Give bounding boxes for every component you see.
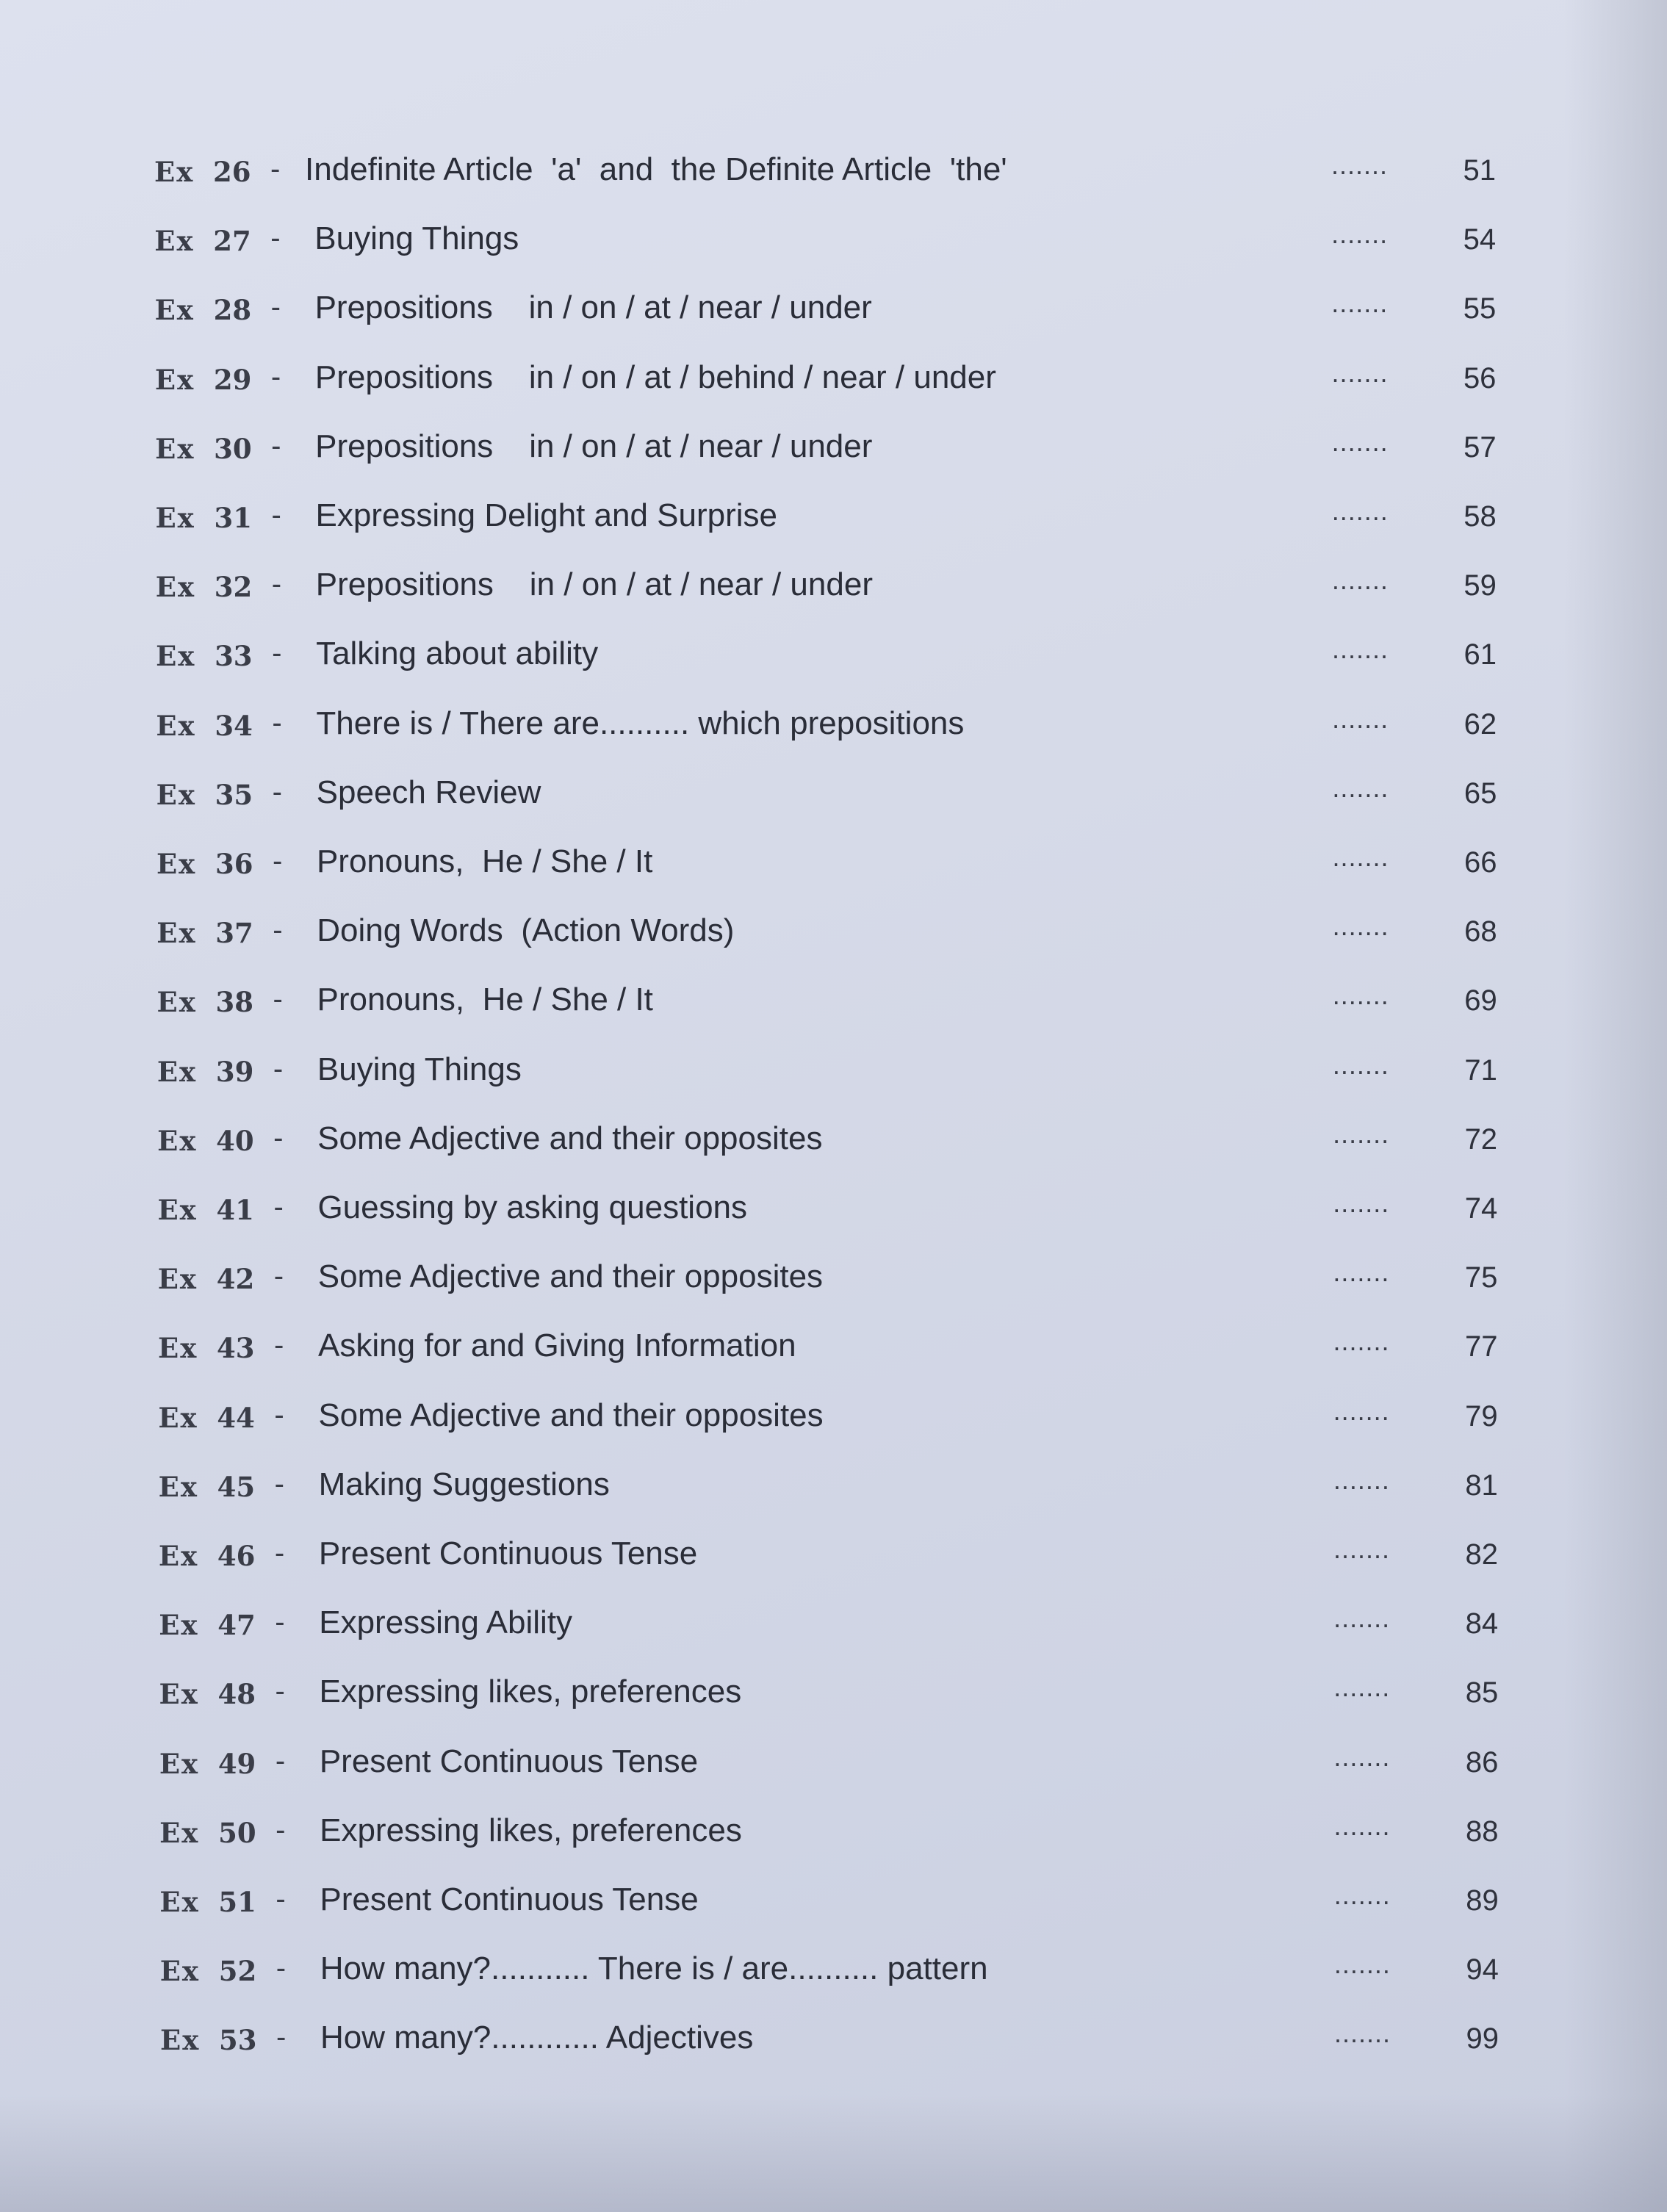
toc-entry [0,1737,1667,1789]
exercise-prefix: Ex [156,1055,198,1088]
entry-page-number: 94 [1466,1953,1499,1986]
entry-page-number: 75 [1464,1261,1498,1294]
exercise-number: 28 [213,294,252,327]
leader-dots: ....... [1333,1880,1391,1910]
leader-dots: ....... [1331,426,1389,457]
entry-title: Prepositions in / on / at / near / under [314,289,872,326]
entry-separator: - [272,706,282,739]
entry-page-number: 69 [1464,984,1497,1017]
leader-dots: ....... [1331,219,1389,250]
toc-entry [0,1806,1667,1858]
entry-title: Guessing by asking questions [317,1189,748,1225]
exercise-number: 52 [218,1955,257,1988]
entry-separator: - [275,1675,285,1708]
entry-page-number: 86 [1465,1746,1499,1779]
leader-dots: ....... [1333,1949,1391,1980]
toc-entry [0,1599,1667,1650]
entry-separator: - [270,222,281,255]
exercise-prefix: Ex [156,778,196,811]
entry-title: Pronouns, He / She / It [316,843,653,879]
toc-entry [0,284,1667,335]
exercise-prefix: Ex [158,1332,198,1365]
toc-entry [0,2014,1667,2065]
entry-page-number: 85 [1465,1676,1499,1710]
entry-separator: - [274,1537,285,1569]
entry-separator: - [273,1052,284,1085]
leader-dots: ....... [1333,1603,1391,1634]
entry-title: Speech Review [316,774,541,810]
entry-page-number: 79 [1465,1399,1498,1433]
entry-page-number: 88 [1466,1815,1499,1848]
leader-dots: ....... [1333,1810,1391,1841]
entry-separator: - [271,568,282,601]
toc-entry [0,1876,1667,1927]
leader-dots: ....... [1332,911,1389,942]
entry-page-number: 71 [1464,1053,1497,1087]
exercise-number: 29 [213,363,252,396]
entry-title: Expressing likes, preferences [320,1812,742,1848]
entry-page-number: 59 [1463,569,1497,602]
entry-page-number: 66 [1463,846,1497,879]
entry-title: Buying Things [317,1051,522,1087]
leader-dots: ....... [1331,565,1389,596]
entry-page-number: 99 [1466,2022,1499,2056]
entry-separator: - [276,1952,287,1985]
exercise-number: 26 [213,156,251,188]
exercise-number: 50 [218,1816,256,1849]
entry-separator: - [273,983,283,1016]
toc-entry [0,1253,1667,1304]
toc-entry [0,561,1667,612]
exercise-number: 39 [215,1055,254,1088]
exercise-prefix: Ex [156,986,197,1019]
toc-entry [0,353,1667,405]
exercise-prefix: Ex [155,502,195,534]
exercise-number: 35 [215,778,253,811]
exercise-prefix: Ex [159,1955,200,1988]
exercise-number: 48 [217,1678,256,1711]
entry-separator: - [273,914,283,947]
entry-page-number: 61 [1463,638,1497,671]
leader-dots: ....... [1334,2018,1391,2049]
entry-separator: - [272,845,283,877]
leader-dots: ....... [1333,1257,1390,1288]
entry-separator: - [273,1121,284,1154]
exercise-number: 27 [213,225,251,258]
exercise-number: 42 [216,1263,255,1296]
leader-dots: ....... [1332,842,1389,872]
leader-dots: ....... [1333,1118,1390,1149]
toc-entry [0,422,1667,474]
exercise-prefix: Ex [158,1540,199,1572]
entry-title: Pronouns, He / She / It [317,981,653,1018]
entry-page-number: 72 [1464,1123,1498,1156]
exercise-prefix: Ex [159,1886,200,1918]
toc-entry [0,1391,1667,1443]
entry-title: How many?............ Adjectives [320,2020,754,2056]
entry-separator: - [270,291,281,324]
entry-separator: - [270,153,281,185]
entry-separator: - [271,429,281,462]
toc-entry [0,1530,1667,1581]
entry-page-number: 84 [1465,1607,1499,1640]
entry-title: Prepositions in / on / at / near / under [315,428,873,464]
entry-separator: - [274,1329,284,1362]
entry-separator: - [276,1813,286,1846]
exercise-number: 33 [215,640,253,673]
exercise-prefix: Ex [159,1678,199,1711]
exercise-prefix: Ex [156,640,196,673]
entry-page-number: 55 [1463,292,1497,325]
exercise-number: 31 [214,502,252,534]
leader-dots: ....... [1331,496,1389,526]
toc-entry [0,1460,1667,1512]
exercise-number: 51 [218,1886,256,1918]
exercise-number: 44 [217,1401,255,1434]
leader-dots: ....... [1331,288,1389,319]
exercise-prefix: Ex [155,571,196,604]
exercise-number: 45 [217,1470,256,1503]
entry-page-number: 58 [1463,500,1497,533]
leader-dots: ....... [1332,980,1389,1011]
entry-separator: - [275,1744,286,1777]
exercise-prefix: Ex [156,848,197,880]
toc-entry [0,1322,1667,1373]
exercise-number: 36 [215,848,253,880]
exercise-prefix: Ex [154,294,195,327]
exercise-number: 40 [216,1124,254,1157]
exercise-prefix: Ex [158,1401,198,1434]
toc-entry [0,1184,1667,1235]
entry-title: Indefinite Article 'a' and the Definite Article 'the' [305,151,1007,187]
exercise-number: 41 [216,1194,254,1226]
exercise-prefix: Ex [154,156,195,188]
entry-title: Present Continuous Tense [319,1743,699,1779]
entry-page-number: 68 [1464,915,1497,948]
exercise-number: 37 [215,917,253,950]
exercise-prefix: Ex [154,225,195,258]
toc-entry [0,1945,1667,1996]
toc-entry [0,491,1667,543]
entry-page-number: 65 [1463,777,1497,810]
entry-separator: - [274,1467,284,1500]
exercise-prefix: Ex [158,1470,198,1503]
leader-dots: ....... [1333,1464,1390,1495]
leader-dots: ....... [1333,1672,1391,1703]
exercise-number: 47 [217,1609,256,1642]
leader-dots: ....... [1332,772,1389,803]
toc-entry [0,699,1667,751]
entry-page-number: 57 [1463,430,1497,464]
entry-separator: - [273,1191,284,1223]
entry-separator: - [272,637,282,670]
entry-title: Asking for and Giving Information [318,1327,796,1364]
leader-dots: ....... [1331,150,1389,180]
exercise-prefix: Ex [159,1609,199,1642]
entry-title: Expressing likes, preferences [319,1674,742,1710]
exercise-prefix: Ex [159,1747,200,1780]
entry-title: Some Adjective and their opposites [318,1397,824,1433]
leader-dots: ....... [1332,1049,1389,1080]
toc-entry [0,215,1667,266]
exercise-number: 43 [217,1332,255,1365]
toc-entry [0,630,1667,681]
exercise-prefix: Ex [156,709,196,742]
entry-page-number: 82 [1465,1538,1498,1571]
entry-separator: - [271,499,281,531]
entry-title: Talking about ability [316,635,599,672]
leader-dots: ....... [1333,1326,1390,1357]
exercise-prefix: Ex [160,2024,201,2057]
exercise-number: 49 [217,1747,256,1780]
entry-separator: - [273,1260,284,1293]
entry-page-number: 77 [1465,1330,1498,1363]
entry-separator: - [270,360,281,393]
entry-title: Prepositions in / on / at / near / under [315,566,873,603]
exercise-number: 38 [215,986,254,1019]
leader-dots: ....... [1333,1534,1390,1564]
entry-title: Present Continuous Tense [320,1881,699,1917]
toc-entry [0,1668,1667,1719]
exercise-prefix: Ex [155,432,195,465]
entry-title: Prepositions in / on / at / behind / near / under [314,359,996,395]
toc-entry [0,1114,1667,1166]
exercise-number: 30 [214,432,252,465]
entry-title: Doing Words (Action Words) [317,912,735,949]
toc-entry [0,907,1667,958]
leader-dots: ....... [1332,703,1389,734]
entry-page-number: 56 [1463,361,1497,395]
entry-page-number: 89 [1466,1884,1499,1917]
entry-page-number: 81 [1465,1469,1498,1502]
entry-title: How many?........... There is / are.......... pattern [320,1950,988,1987]
leader-dots: ....... [1331,357,1389,388]
exercise-prefix: Ex [159,1816,200,1849]
leader-dots: ....... [1332,634,1389,665]
leader-dots: ....... [1333,1741,1391,1772]
toc-entry [0,837,1667,889]
entry-separator: - [276,2021,287,2054]
exercise-number: 53 [219,2024,257,2057]
entry-title: Expressing Ability [319,1604,573,1641]
leader-dots: ....... [1333,1188,1390,1218]
entry-title: Some Adjective and their opposites [317,1258,824,1295]
entry-title: Some Adjective and their opposites [317,1120,823,1156]
leader-dots: ....... [1333,1395,1390,1426]
entry-page-number: 54 [1463,223,1497,256]
entry-separator: - [275,1606,285,1639]
entry-title: Present Continuous Tense [318,1535,698,1571]
entry-title: Expressing Delight and Surprise [315,497,778,533]
exercise-prefix: Ex [157,1263,198,1296]
entry-title: Buying Things [314,220,519,257]
toc-entry [0,145,1667,197]
entry-title: Making Suggestions [318,1466,610,1502]
toc-entry [0,976,1667,1027]
entry-page-number: 74 [1464,1192,1498,1225]
exercise-number: 46 [217,1540,256,1572]
entry-title: There is / There are.......... which prepositions [316,705,965,741]
toc-entry [0,768,1667,820]
exercise-prefix: Ex [154,363,195,396]
exercise-prefix: Ex [156,917,197,950]
entry-separator: - [276,1883,286,1915]
entry-page-number: 62 [1463,707,1497,741]
exercise-prefix: Ex [157,1124,198,1157]
entry-separator: - [274,1398,284,1431]
exercise-number: 34 [215,709,253,742]
toc-entry [0,1045,1667,1097]
entry-page-number: 51 [1463,154,1496,187]
exercise-prefix: Ex [157,1194,198,1226]
entry-separator: - [272,775,282,808]
exercise-number: 32 [214,571,253,604]
